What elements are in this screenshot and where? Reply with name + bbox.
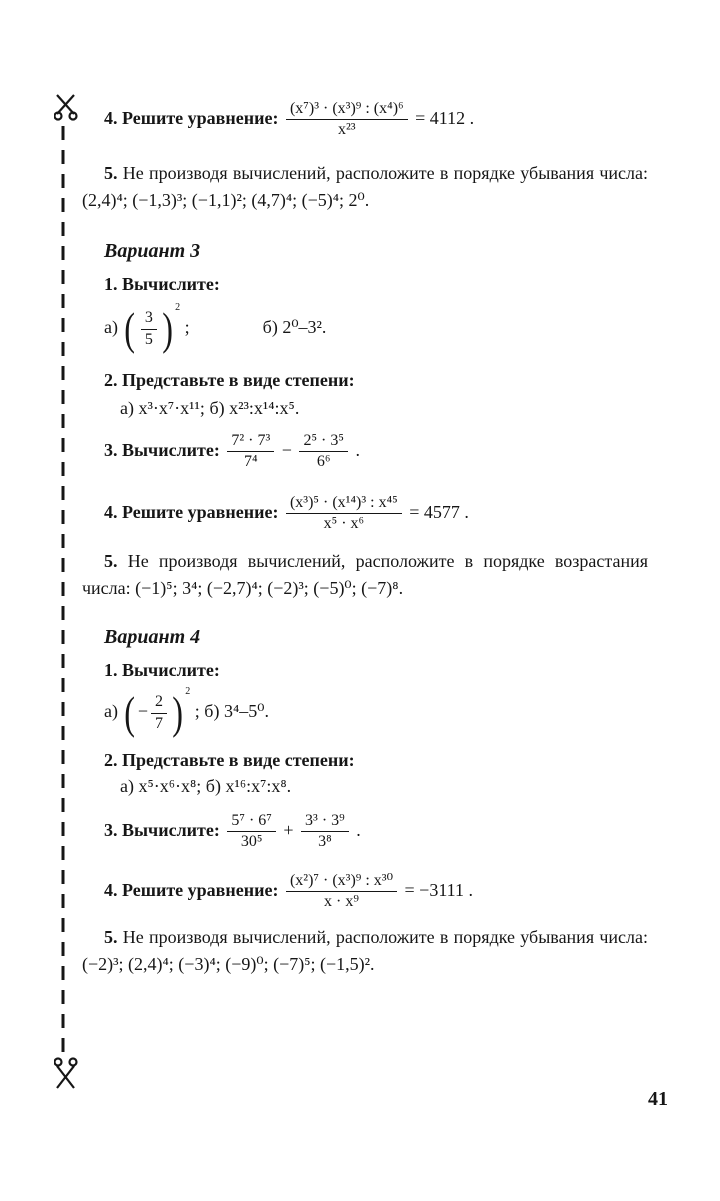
equation-fraction: [286, 100, 408, 140]
fraction: [299, 432, 347, 472]
v3-task-1-parts: а) ( $\frac{3}{5}$ ) $^2$ ; б) 2⁰–3².: [104, 302, 327, 354]
task-label: 3. Вычислите:: [104, 440, 220, 461]
v4-task-5: [82, 924, 648, 978]
task-text: Не производя вычислений, расположите в порядке возрастания числа: (−1)⁵; 3⁴; (−2,7)⁴; (−2)³; (−5)⁰; (−7)⁸.: [82, 551, 648, 598]
task-label: 5.: [104, 163, 118, 183]
operator: +: [283, 820, 294, 841]
part-b-expr: ; б) 3⁴–5⁰.: [194, 701, 269, 722]
exponent: 2: [175, 302, 181, 314]
equation-rhs: = 4112 .: [415, 108, 475, 129]
task-label: 4. Решите уравнение:: [104, 502, 279, 523]
fraction-numerator: 5⁷ · 6⁷: [227, 812, 275, 832]
task-5-top: [82, 160, 648, 214]
task-label: 5.: [104, 927, 118, 947]
v4-task-1: [104, 660, 220, 681]
v4-task-3: [104, 812, 361, 852]
fraction-numerator: 2⁵ · 3⁵: [299, 432, 347, 452]
task-4-top: [104, 100, 474, 140]
equation-rhs: = −3111 .: [404, 880, 473, 901]
equation-fraction: [286, 494, 402, 534]
cut-line: [54, 92, 78, 1092]
v4-task-2-expr: а) x⁵·x⁶·x⁸; б) x¹⁶:x⁷:x⁸.: [120, 776, 292, 796]
fraction-denominator: 7: [154, 714, 163, 732]
fraction-numerator: (x⁷)³ · (x³)⁹ : (x⁴)⁶: [286, 100, 408, 120]
fraction-denominator: 7⁴: [244, 453, 258, 471]
scissors-icon: [55, 95, 77, 120]
fraction-numerator: 7² · 7³: [227, 432, 274, 452]
part-a-label: а): [104, 317, 118, 338]
fraction-denominator: x⁵ · x⁶: [323, 515, 365, 533]
v3-task-1: [104, 274, 220, 295]
part-a-label: а): [104, 701, 118, 722]
variant-3-title: Вариант 3: [104, 240, 201, 262]
fraction-numerator: (x³)⁵ · (x¹⁴)³ : x⁴⁵: [286, 494, 402, 514]
fraction-denominator: 30⁵: [240, 833, 263, 851]
equation-fraction: [286, 872, 397, 912]
task-text: Не производя вычислений, расположите в порядке убывания числа: (2,4)⁴; (−1,3)³; (−1,1)²; (4,7)⁴; (−5)⁴; 2⁰.: [82, 163, 648, 210]
task-label: 2. Представьте в виде степени:: [104, 750, 355, 770]
fraction: [227, 432, 274, 472]
equation-rhs: = 4577 .: [409, 502, 469, 523]
fraction-numerator: (x²)⁷ · (x³)⁹ : x³⁰: [286, 872, 397, 892]
task-label: 1. Вычислите:: [104, 660, 220, 680]
task-label: 4. Решите уравнение:: [104, 880, 279, 901]
v3-task-2-expr: а) x³·x⁷·x¹¹; б) x²³:x¹⁴:x⁵.: [120, 398, 300, 418]
fraction-numerator: 2: [151, 693, 167, 713]
v3-task-4: [104, 494, 469, 534]
v3-task-2: [104, 370, 355, 391]
part-b-label: б): [262, 317, 278, 338]
fraction-denominator: 3⁸: [318, 833, 332, 851]
fraction: [141, 309, 157, 349]
task-label: 3. Вычислите:: [104, 820, 220, 841]
separator: ;: [184, 317, 190, 338]
fraction-numerator: 3³ · 3⁹: [301, 812, 349, 832]
task-label: 2. Представьте в виде степени:: [104, 370, 355, 390]
v3-task-5: [82, 548, 648, 602]
fraction-numerator: 3: [141, 309, 157, 329]
v4-task-1-parts: а) ( − $\frac{2}{7}$ ) $^2$ ; б) 3⁴–5⁰.: [104, 686, 269, 738]
terminator: .: [356, 820, 361, 841]
v4-task-2: [104, 750, 355, 771]
scissors-icon: [55, 1059, 77, 1089]
fraction-denominator: x²³: [338, 121, 356, 139]
terminator: .: [355, 440, 360, 461]
task-label: 4. Решите уравнение:: [104, 108, 279, 129]
part-b-expr: 2⁰–3².: [282, 317, 327, 338]
fraction: [227, 812, 275, 852]
variant-4-title: Вариант 4: [104, 626, 201, 648]
v4-task-4: [104, 872, 473, 912]
fraction-denominator: x · x⁹: [324, 893, 359, 911]
fraction: [301, 812, 349, 852]
fraction: [151, 693, 167, 733]
sign: −: [137, 701, 148, 722]
exponent: 2: [185, 686, 191, 698]
task-label: 5.: [104, 551, 118, 571]
operator: −: [281, 440, 292, 461]
fraction-denominator: 6⁶: [316, 453, 331, 471]
task-label: 1. Вычислите:: [104, 274, 220, 294]
page-number: 41: [648, 1088, 668, 1110]
v3-task-3: [104, 432, 360, 472]
task-text: Не производя вычислений, расположите в порядке убывания числа: (−2)³; (2,4)⁴; (−3)⁴; (−9)⁰; (−7)⁵; (−1,5)².: [82, 927, 648, 974]
fraction-denominator: 5: [144, 330, 153, 348]
